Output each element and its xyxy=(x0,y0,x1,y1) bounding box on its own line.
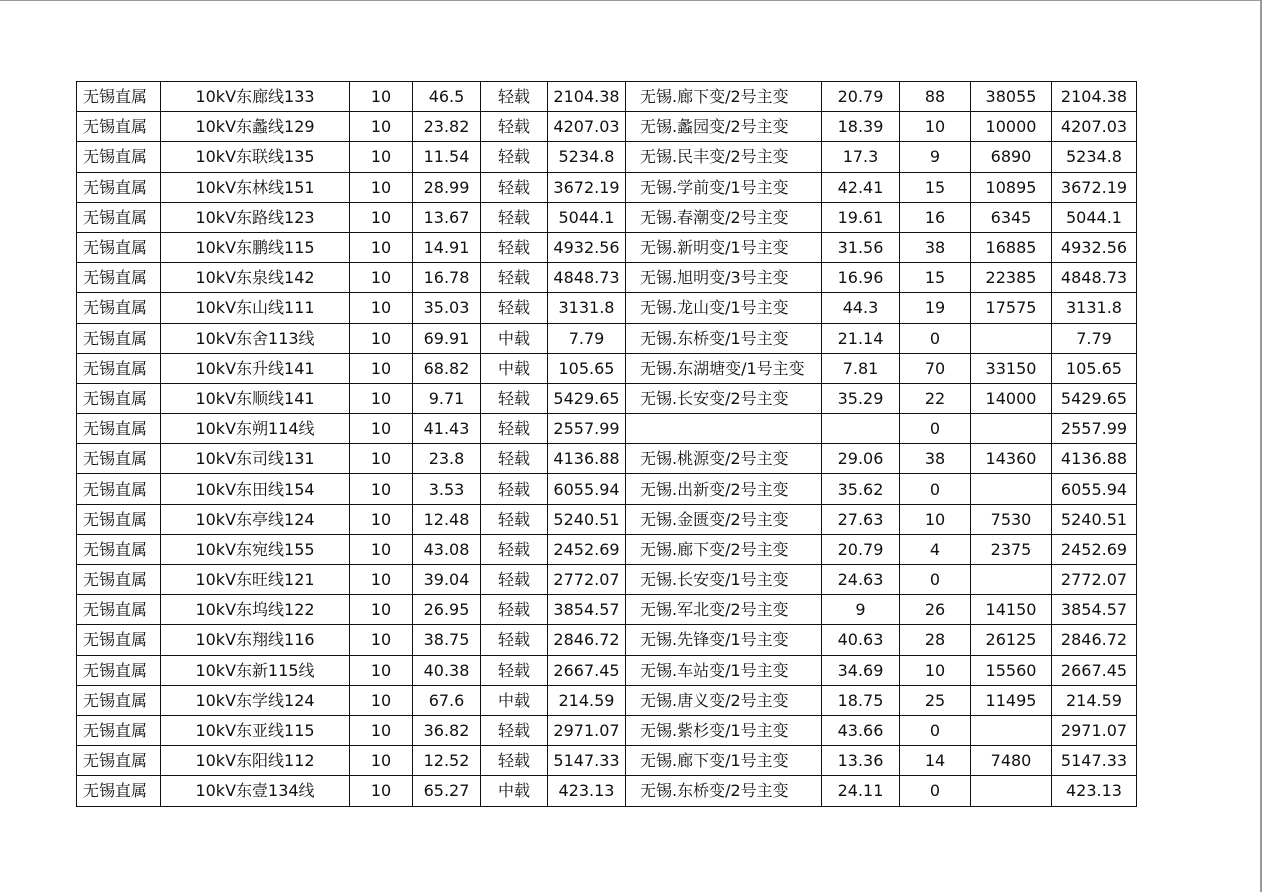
load-rate-cell: 43.08 xyxy=(413,534,481,564)
substation-transformer-cell: 无锡.东桥变/1号主变 xyxy=(626,323,822,353)
capacity-margin-cell: 4848.73 xyxy=(548,263,626,293)
unit-cell: 无锡直属 xyxy=(77,444,161,474)
unit-cell: 无锡直属 xyxy=(77,595,161,625)
capacity-cell: 10000 xyxy=(971,112,1052,142)
customer-count-cell: 0 xyxy=(900,323,971,353)
load-rate-cell: 12.48 xyxy=(413,504,481,534)
feeder-name-cell: 10kV东泉线142 xyxy=(161,263,350,293)
unit-cell: 无锡直属 xyxy=(77,232,161,262)
transformer-load-rate-cell xyxy=(822,414,900,444)
capacity-cell: 6345 xyxy=(971,202,1052,232)
customer-count-cell: 4 xyxy=(900,534,971,564)
feeder-name-cell: 10kV东司线131 xyxy=(161,444,350,474)
load-rate-cell: 9.71 xyxy=(413,383,481,413)
available-capacity-cell: 2557.99 xyxy=(1052,414,1137,444)
table-row xyxy=(77,82,1137,112)
substation-transformer-cell: 无锡.东湖塘变/1号主变 xyxy=(626,353,822,383)
substation-transformer-cell: 无锡.龙山变/1号主变 xyxy=(626,293,822,323)
substation-transformer-cell: 无锡.桃源变/2号主变 xyxy=(626,444,822,474)
load-status-cell: 轻载 xyxy=(481,746,548,776)
capacity-margin-cell: 2452.69 xyxy=(548,534,626,564)
table-row xyxy=(77,232,1137,262)
capacity-margin-cell: 4932.56 xyxy=(548,232,626,262)
feeder-name-cell: 10kV东翔线116 xyxy=(161,625,350,655)
load-rate-cell: 39.04 xyxy=(413,565,481,595)
table-row xyxy=(77,444,1137,474)
capacity-margin-cell: 2104.38 xyxy=(548,82,626,112)
voltage-cell: 10 xyxy=(350,263,413,293)
voltage-cell: 10 xyxy=(350,414,413,444)
table-row xyxy=(77,595,1137,625)
voltage-cell: 10 xyxy=(350,534,413,564)
load-status-cell: 轻载 xyxy=(481,383,548,413)
voltage-cell: 10 xyxy=(350,112,413,142)
load-rate-cell: 68.82 xyxy=(413,353,481,383)
load-rate-cell: 67.6 xyxy=(413,685,481,715)
unit-cell: 无锡直属 xyxy=(77,172,161,202)
capacity-cell xyxy=(971,474,1052,504)
transformer-load-rate-cell: 35.29 xyxy=(822,383,900,413)
load-status-cell: 轻载 xyxy=(481,232,548,262)
table-row xyxy=(77,142,1137,172)
capacity-cell: 17575 xyxy=(971,293,1052,323)
load-rate-cell: 36.82 xyxy=(413,715,481,745)
customer-count-cell: 9 xyxy=(900,142,971,172)
feeder-name-cell: 10kV东坞线122 xyxy=(161,595,350,625)
table-row xyxy=(77,534,1137,564)
load-rate-cell: 26.95 xyxy=(413,595,481,625)
capacity-margin-cell: 4207.03 xyxy=(548,112,626,142)
feeder-name-cell: 10kV东朔114线 xyxy=(161,414,350,444)
feeder-name-cell: 10kV东鹏线115 xyxy=(161,232,350,262)
voltage-cell: 10 xyxy=(350,444,413,474)
feeder-name-cell: 10kV东田线154 xyxy=(161,474,350,504)
substation-transformer-cell: 无锡.廊下变/1号主变 xyxy=(626,746,822,776)
substation-transformer-cell: 无锡.民丰变/2号主变 xyxy=(626,142,822,172)
capacity-cell: 11495 xyxy=(971,685,1052,715)
feeder-name-cell: 10kV东亚线115 xyxy=(161,715,350,745)
substation-transformer-cell: 无锡.长安变/2号主变 xyxy=(626,383,822,413)
unit-cell: 无锡直属 xyxy=(77,293,161,323)
feeder-name-cell: 10kV东壹134线 xyxy=(161,776,350,806)
customer-count-cell: 70 xyxy=(900,353,971,383)
table-row xyxy=(77,625,1137,655)
substation-transformer-cell: 无锡.新明变/1号主变 xyxy=(626,232,822,262)
load-status-cell: 中载 xyxy=(481,353,548,383)
table-row xyxy=(77,715,1137,745)
substation-transformer-cell: 无锡.春潮变/2号主变 xyxy=(626,202,822,232)
unit-cell: 无锡直属 xyxy=(77,474,161,504)
capacity-cell: 22385 xyxy=(971,263,1052,293)
table-row xyxy=(77,353,1137,383)
capacity-cell xyxy=(971,414,1052,444)
unit-cell: 无锡直属 xyxy=(77,202,161,232)
available-capacity-cell: 214.59 xyxy=(1052,685,1137,715)
unit-cell: 无锡直属 xyxy=(77,565,161,595)
load-rate-cell: 23.8 xyxy=(413,444,481,474)
feeder-name-cell: 10kV东学线124 xyxy=(161,685,350,715)
transformer-load-rate-cell: 19.61 xyxy=(822,202,900,232)
available-capacity-cell: 7.79 xyxy=(1052,323,1137,353)
available-capacity-cell: 2971.07 xyxy=(1052,715,1137,745)
load-rate-cell: 14.91 xyxy=(413,232,481,262)
customer-count-cell: 22 xyxy=(900,383,971,413)
load-rate-cell: 23.82 xyxy=(413,112,481,142)
transformer-load-rate-cell: 42.41 xyxy=(822,172,900,202)
capacity-cell: 7530 xyxy=(971,504,1052,534)
table-row xyxy=(77,202,1137,232)
capacity-cell: 2375 xyxy=(971,534,1052,564)
substation-transformer-cell: 无锡.廊下变/2号主变 xyxy=(626,534,822,564)
transformer-load-rate-cell: 40.63 xyxy=(822,625,900,655)
transformer-load-rate-cell: 24.63 xyxy=(822,565,900,595)
available-capacity-cell: 5240.51 xyxy=(1052,504,1137,534)
substation-transformer-cell: 无锡.金匮变/2号主变 xyxy=(626,504,822,534)
substation-transformer-cell: 无锡.唐义变/2号主变 xyxy=(626,685,822,715)
customer-count-cell: 15 xyxy=(900,263,971,293)
load-status-cell: 中载 xyxy=(481,323,548,353)
customer-count-cell: 26 xyxy=(900,595,971,625)
load-rate-cell: 69.91 xyxy=(413,323,481,353)
capacity-cell: 14360 xyxy=(971,444,1052,474)
table-row xyxy=(77,414,1137,444)
voltage-cell: 10 xyxy=(350,655,413,685)
substation-transformer-cell: 无锡.军北变/2号主变 xyxy=(626,595,822,625)
customer-count-cell: 38 xyxy=(900,444,971,474)
load-status-cell: 中载 xyxy=(481,685,548,715)
unit-cell: 无锡直属 xyxy=(77,746,161,776)
unit-cell: 无锡直属 xyxy=(77,715,161,745)
customer-count-cell: 10 xyxy=(900,504,971,534)
load-status-cell: 轻载 xyxy=(481,595,548,625)
capacity-cell: 7480 xyxy=(971,746,1052,776)
transformer-load-rate-cell: 27.63 xyxy=(822,504,900,534)
capacity-cell: 16885 xyxy=(971,232,1052,262)
load-status-cell: 轻载 xyxy=(481,474,548,504)
capacity-margin-cell: 5240.51 xyxy=(548,504,626,534)
feeder-name-cell: 10kV东亭线124 xyxy=(161,504,350,534)
available-capacity-cell: 5234.8 xyxy=(1052,142,1137,172)
load-status-cell: 轻载 xyxy=(481,202,548,232)
substation-transformer-cell xyxy=(626,414,822,444)
available-capacity-cell: 4207.03 xyxy=(1052,112,1137,142)
voltage-cell: 10 xyxy=(350,474,413,504)
voltage-cell: 10 xyxy=(350,595,413,625)
available-capacity-cell: 5147.33 xyxy=(1052,746,1137,776)
customer-count-cell: 19 xyxy=(900,293,971,323)
capacity-cell xyxy=(971,776,1052,806)
customer-count-cell: 0 xyxy=(900,776,971,806)
table-body xyxy=(77,82,1137,807)
table-row xyxy=(77,293,1137,323)
capacity-margin-cell: 6055.94 xyxy=(548,474,626,504)
unit-cell: 无锡直属 xyxy=(77,776,161,806)
substation-transformer-cell: 无锡.紫杉变/1号主变 xyxy=(626,715,822,745)
table-row xyxy=(77,685,1137,715)
capacity-cell xyxy=(971,323,1052,353)
capacity-cell: 33150 xyxy=(971,353,1052,383)
transformer-load-rate-cell: 34.69 xyxy=(822,655,900,685)
capacity-cell: 10895 xyxy=(971,172,1052,202)
unit-cell: 无锡直属 xyxy=(77,534,161,564)
feeder-name-cell: 10kV东新115线 xyxy=(161,655,350,685)
voltage-cell: 10 xyxy=(350,746,413,776)
table-row xyxy=(77,263,1137,293)
available-capacity-cell: 423.13 xyxy=(1052,776,1137,806)
available-capacity-cell: 2846.72 xyxy=(1052,625,1137,655)
customer-count-cell: 14 xyxy=(900,746,971,776)
load-rate-cell: 11.54 xyxy=(413,142,481,172)
substation-transformer-cell: 无锡.东桥变/2号主变 xyxy=(626,776,822,806)
load-status-cell: 轻载 xyxy=(481,293,548,323)
table-row xyxy=(77,383,1137,413)
transformer-load-rate-cell: 13.36 xyxy=(822,746,900,776)
voltage-cell: 10 xyxy=(350,172,413,202)
feeder-name-cell: 10kV东联线135 xyxy=(161,142,350,172)
available-capacity-cell: 5429.65 xyxy=(1052,383,1137,413)
capacity-margin-cell: 3672.19 xyxy=(548,172,626,202)
voltage-cell: 10 xyxy=(350,504,413,534)
capacity-margin-cell: 7.79 xyxy=(548,323,626,353)
capacity-cell: 14150 xyxy=(971,595,1052,625)
available-capacity-cell: 4932.56 xyxy=(1052,232,1137,262)
available-capacity-cell: 2452.69 xyxy=(1052,534,1137,564)
capacity-margin-cell: 5429.65 xyxy=(548,383,626,413)
substation-transformer-cell: 无锡.旭明变/3号主变 xyxy=(626,263,822,293)
table-row xyxy=(77,776,1137,806)
load-rate-cell: 46.5 xyxy=(413,82,481,112)
voltage-cell: 10 xyxy=(350,685,413,715)
unit-cell: 无锡直属 xyxy=(77,263,161,293)
capacity-margin-cell: 2667.45 xyxy=(548,655,626,685)
transformer-load-rate-cell: 29.06 xyxy=(822,444,900,474)
feeder-name-cell: 10kV东宛线155 xyxy=(161,534,350,564)
table-row xyxy=(77,504,1137,534)
available-capacity-cell: 2667.45 xyxy=(1052,655,1137,685)
transformer-load-rate-cell: 21.14 xyxy=(822,323,900,353)
load-status-cell: 轻载 xyxy=(481,172,548,202)
feeder-name-cell: 10kV东林线151 xyxy=(161,172,350,202)
feeder-name-cell: 10kV东阳线112 xyxy=(161,746,350,776)
table-row xyxy=(77,746,1137,776)
customer-count-cell: 10 xyxy=(900,112,971,142)
load-status-cell: 轻载 xyxy=(481,414,548,444)
feeder-name-cell: 10kV东顺线141 xyxy=(161,383,350,413)
voltage-cell: 10 xyxy=(350,232,413,262)
capacity-cell: 38055 xyxy=(971,82,1052,112)
capacity-cell xyxy=(971,715,1052,745)
capacity-cell xyxy=(971,565,1052,595)
load-status-cell: 中载 xyxy=(481,776,548,806)
voltage-cell: 10 xyxy=(350,82,413,112)
transformer-load-rate-cell: 7.81 xyxy=(822,353,900,383)
customer-count-cell: 28 xyxy=(900,625,971,655)
load-status-cell: 轻载 xyxy=(481,444,548,474)
capacity-cell: 14000 xyxy=(971,383,1052,413)
capacity-margin-cell: 2846.72 xyxy=(548,625,626,655)
load-rate-cell: 13.67 xyxy=(413,202,481,232)
voltage-cell: 10 xyxy=(350,142,413,172)
capacity-margin-cell: 2971.07 xyxy=(548,715,626,745)
load-rate-cell: 16.78 xyxy=(413,263,481,293)
customer-count-cell: 0 xyxy=(900,715,971,745)
load-status-cell: 轻载 xyxy=(481,534,548,564)
load-status-cell: 轻载 xyxy=(481,142,548,172)
load-status-cell: 轻载 xyxy=(481,715,548,745)
unit-cell: 无锡直属 xyxy=(77,112,161,142)
load-rate-cell: 65.27 xyxy=(413,776,481,806)
table-row xyxy=(77,565,1137,595)
capacity-margin-cell: 3854.57 xyxy=(548,595,626,625)
voltage-cell: 10 xyxy=(350,323,413,353)
transformer-load-rate-cell: 17.3 xyxy=(822,142,900,172)
substation-transformer-cell: 无锡.出新变/2号主变 xyxy=(626,474,822,504)
substation-transformer-cell: 无锡.廊下变/2号主变 xyxy=(626,82,822,112)
available-capacity-cell: 5044.1 xyxy=(1052,202,1137,232)
voltage-cell: 10 xyxy=(350,625,413,655)
capacity-margin-cell: 2772.07 xyxy=(548,565,626,595)
available-capacity-cell: 4848.73 xyxy=(1052,263,1137,293)
available-capacity-cell: 6055.94 xyxy=(1052,474,1137,504)
capacity-cell: 15560 xyxy=(971,655,1052,685)
substation-transformer-cell: 无锡.学前变/1号主变 xyxy=(626,172,822,202)
customer-count-cell: 88 xyxy=(900,82,971,112)
unit-cell: 无锡直属 xyxy=(77,685,161,715)
load-status-cell: 轻载 xyxy=(481,263,548,293)
available-capacity-cell: 4136.88 xyxy=(1052,444,1137,474)
voltage-cell: 10 xyxy=(350,715,413,745)
customer-count-cell: 0 xyxy=(900,474,971,504)
feeder-name-cell: 10kV东路线123 xyxy=(161,202,350,232)
capacity-margin-cell: 5044.1 xyxy=(548,202,626,232)
unit-cell: 无锡直属 xyxy=(77,142,161,172)
table-row xyxy=(77,172,1137,202)
unit-cell: 无锡直属 xyxy=(77,625,161,655)
customer-count-cell: 38 xyxy=(900,232,971,262)
capacity-margin-cell: 5147.33 xyxy=(548,746,626,776)
load-rate-cell: 3.53 xyxy=(413,474,481,504)
transformer-load-rate-cell: 24.11 xyxy=(822,776,900,806)
unit-cell: 无锡直属 xyxy=(77,414,161,444)
load-status-cell: 轻载 xyxy=(481,504,548,534)
transformer-load-rate-cell: 31.56 xyxy=(822,232,900,262)
voltage-cell: 10 xyxy=(350,776,413,806)
load-status-cell: 轻载 xyxy=(481,655,548,685)
load-rate-cell: 40.38 xyxy=(413,655,481,685)
voltage-cell: 10 xyxy=(350,353,413,383)
unit-cell: 无锡直属 xyxy=(77,353,161,383)
feeder-name-cell: 10kV东蠡线129 xyxy=(161,112,350,142)
transformer-load-rate-cell: 9 xyxy=(822,595,900,625)
customer-count-cell: 0 xyxy=(900,414,971,444)
voltage-cell: 10 xyxy=(350,202,413,232)
available-capacity-cell: 3672.19 xyxy=(1052,172,1137,202)
voltage-cell: 10 xyxy=(350,293,413,323)
capacity-margin-cell: 5234.8 xyxy=(548,142,626,172)
transformer-load-rate-cell: 20.79 xyxy=(822,82,900,112)
capacity-margin-cell: 105.65 xyxy=(548,353,626,383)
feeder-name-cell: 10kV东廊线133 xyxy=(161,82,350,112)
transformer-load-rate-cell: 18.39 xyxy=(822,112,900,142)
voltage-cell: 10 xyxy=(350,565,413,595)
customer-count-cell: 0 xyxy=(900,565,971,595)
voltage-cell: 10 xyxy=(350,383,413,413)
capacity-cell: 26125 xyxy=(971,625,1052,655)
load-rate-cell: 41.43 xyxy=(413,414,481,444)
feeder-load-table xyxy=(76,81,1137,807)
substation-transformer-cell: 无锡.长安变/1号主变 xyxy=(626,565,822,595)
capacity-margin-cell: 3131.8 xyxy=(548,293,626,323)
feeder-name-cell: 10kV东舍113线 xyxy=(161,323,350,353)
available-capacity-cell: 3131.8 xyxy=(1052,293,1137,323)
capacity-margin-cell: 2557.99 xyxy=(548,414,626,444)
substation-transformer-cell: 无锡.车站变/1号主变 xyxy=(626,655,822,685)
feeder-name-cell: 10kV东山线111 xyxy=(161,293,350,323)
transformer-load-rate-cell: 44.3 xyxy=(822,293,900,323)
feeder-name-cell: 10kV东旺线121 xyxy=(161,565,350,595)
customer-count-cell: 25 xyxy=(900,685,971,715)
load-rate-cell: 12.52 xyxy=(413,746,481,776)
available-capacity-cell: 2104.38 xyxy=(1052,82,1137,112)
unit-cell: 无锡直属 xyxy=(77,655,161,685)
customer-count-cell: 10 xyxy=(900,655,971,685)
transformer-load-rate-cell: 43.66 xyxy=(822,715,900,745)
table-row xyxy=(77,655,1137,685)
unit-cell: 无锡直属 xyxy=(77,323,161,353)
load-status-cell: 轻载 xyxy=(481,112,548,142)
substation-transformer-cell: 无锡.先锋变/1号主变 xyxy=(626,625,822,655)
unit-cell: 无锡直属 xyxy=(77,383,161,413)
load-rate-cell: 35.03 xyxy=(413,293,481,323)
table-row xyxy=(77,112,1137,142)
table-row xyxy=(77,474,1137,504)
customer-count-cell: 15 xyxy=(900,172,971,202)
transformer-load-rate-cell: 35.62 xyxy=(822,474,900,504)
available-capacity-cell: 2772.07 xyxy=(1052,565,1137,595)
transformer-load-rate-cell: 20.79 xyxy=(822,534,900,564)
page-top-border xyxy=(0,0,1262,1)
load-rate-cell: 38.75 xyxy=(413,625,481,655)
load-status-cell: 轻载 xyxy=(481,625,548,655)
capacity-margin-cell: 4136.88 xyxy=(548,444,626,474)
table-row xyxy=(77,323,1137,353)
load-status-cell: 轻载 xyxy=(481,82,548,112)
substation-transformer-cell: 无锡.蠡园变/2号主变 xyxy=(626,112,822,142)
available-capacity-cell: 3854.57 xyxy=(1052,595,1137,625)
transformer-load-rate-cell: 16.96 xyxy=(822,263,900,293)
unit-cell: 无锡直属 xyxy=(77,504,161,534)
unit-cell: 无锡直属 xyxy=(77,82,161,112)
feeder-name-cell: 10kV东升线141 xyxy=(161,353,350,383)
capacity-margin-cell: 214.59 xyxy=(548,685,626,715)
available-capacity-cell: 105.65 xyxy=(1052,353,1137,383)
transformer-load-rate-cell: 18.75 xyxy=(822,685,900,715)
capacity-cell: 6890 xyxy=(971,142,1052,172)
capacity-margin-cell: 423.13 xyxy=(548,776,626,806)
customer-count-cell: 16 xyxy=(900,202,971,232)
load-rate-cell: 28.99 xyxy=(413,172,481,202)
load-status-cell: 轻载 xyxy=(481,565,548,595)
